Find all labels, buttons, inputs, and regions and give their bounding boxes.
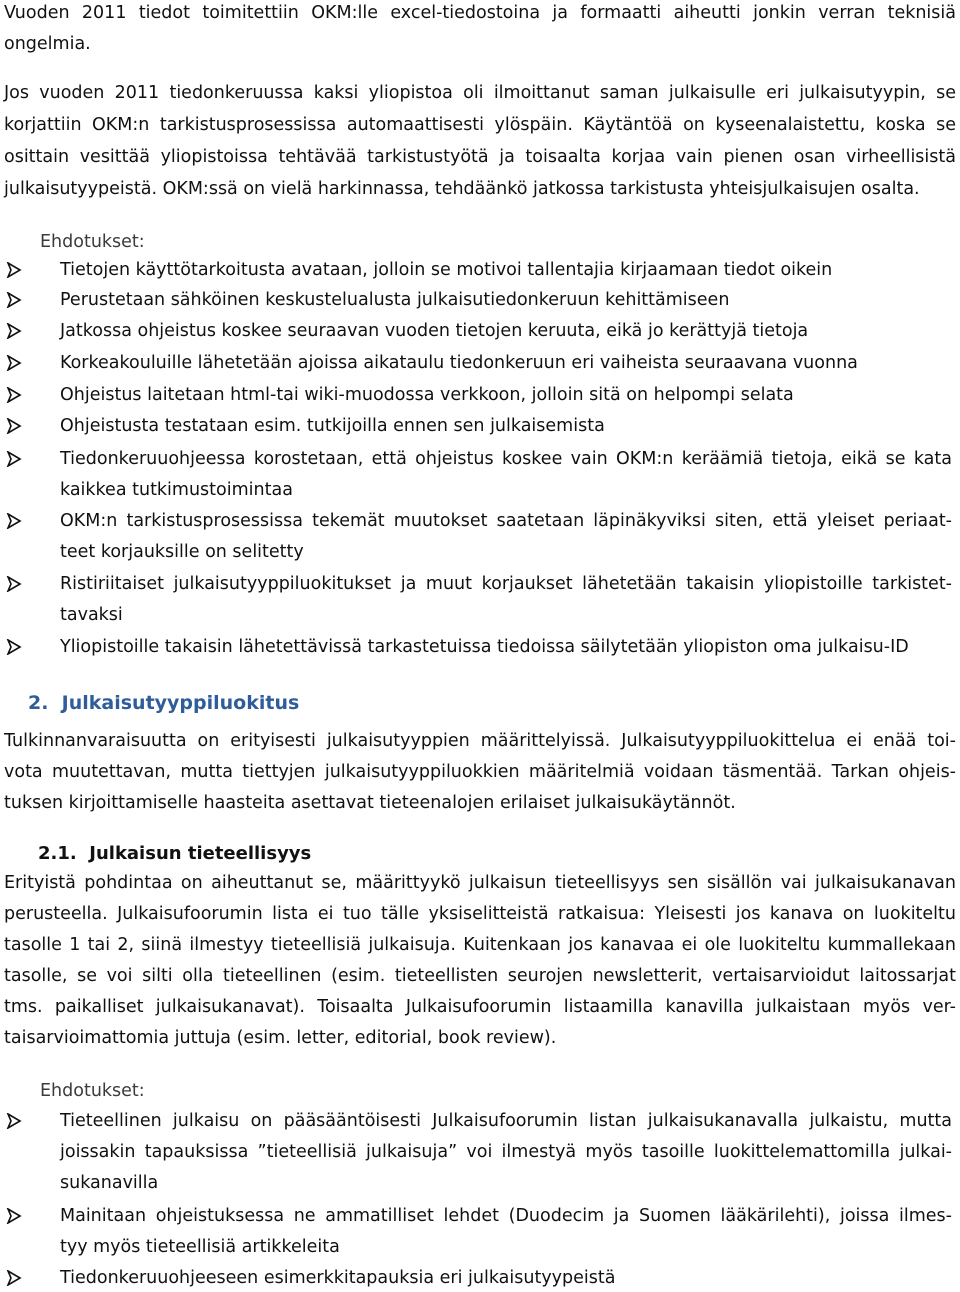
suggestions-label: Ehdotukset: — [40, 232, 145, 252]
list-item-text: Yliopistoille takaisin lähetettävissä tarkastetuissa tiedoissa säilytetään yliopiston oma julkaisu-ID — [60, 637, 909, 657]
arrow-bullet-icon — [6, 1208, 24, 1230]
list-item-text: sukanavilla — [60, 1173, 159, 1193]
list-item-text: kaikkea tutkimustoimintaa — [60, 480, 293, 500]
paragraph-line-text: Tulkinnanvaraisuutta on erityisesti julkaisutyyppien määrittelyissä. Julkaisutyyppiluokittelua ei enää toi- — [4, 731, 956, 751]
arrow-bullet-icon — [6, 576, 24, 598]
paragraph-line-text: tasolle, se voi silti olla tieteellinen (esim. tieteellisten seurojen newsletterit, vertaisarvioidut laitossarjat — [4, 966, 956, 986]
intro-line-2: ongelmia. — [4, 34, 91, 54]
list-item-text: Ohjeistusta testataan esim. tutkijoilla ennen sen julkaisemista — [60, 416, 605, 436]
paragraph-line-text: Erityistä pohdintaa on aiheuttanut se, määrittyykö julkaisun tieteellisyys sen sisällön vai julkaisukanavan — [4, 873, 956, 893]
suggestions-label-2: Ehdotukset: — [40, 1081, 145, 1101]
arrow-bullet-icon — [6, 355, 24, 377]
list-item-text: Tiedonkeruuohjeeseen esimerkkitapauksia eri julkaisutyypeistä — [60, 1268, 616, 1288]
paragraph-line — [4, 761, 956, 783]
paragraph-line-text: tasolle 1 tai 2, siinä ilmestyy tieteellisiä julkaisuja. Kuitenkaan jos kanavaa ei ole luokiteltu kummallekaan — [4, 935, 956, 955]
intro-line-1 — [4, 2, 956, 24]
paragraph-line-text: osittain vesittää yliopistoissa tehtävää tarkistustyötä ja toisaalta korjaa vain pienen osan virheellisistä — [4, 147, 956, 167]
arrow-bullet-icon — [6, 513, 24, 535]
paragraph-line — [4, 82, 956, 104]
list-item-text: tavaksi — [60, 605, 123, 625]
paragraph-line-text: julkaisutyypeistä. OKM:ssä on vielä harkinnassa, tehdäänkö jatkossa tarkistusta yhteisjulkaisujen osalta. — [4, 179, 920, 199]
arrow-bullet-icon — [6, 1113, 24, 1135]
paragraph-line-text: taisarvioimattomia juttuja (esim. letter, editorial, book review). — [4, 1028, 557, 1048]
paragraph-line-text: tuksen kirjoittamiselle haasteita asettavat tieteenalojen erilaiset julkaisukäytännöt. — [4, 793, 736, 813]
paragraph-line — [4, 872, 956, 894]
paragraph-line-text: korjattiin OKM:n tarkistusprosessissa automaattisesti ylöspäin. Käytäntöä on kyseenalaistettu, koska se — [4, 115, 956, 135]
arrow-bullet-icon — [6, 387, 24, 409]
paragraph-line — [4, 965, 956, 987]
arrow-bullet-icon — [6, 1270, 24, 1292]
arrow-bullet-icon — [6, 451, 24, 473]
list-item-text: joissakin tapauksissa ”tieteellisiä julkaisuja” voi ilmestyä myös tasoille luokittelemattomilla julkai- — [60, 1142, 952, 1162]
paragraph-line — [4, 146, 956, 168]
list-item-text: OKM:n tarkistusprosessissa tekemät muutokset saatetaan läpinäkyviksi siten, että yleiset periaat- — [60, 511, 952, 531]
paragraph-line — [4, 996, 956, 1018]
list-item-text: tyy myös tieteellisiä artikkeleita — [60, 1237, 340, 1257]
paragraph-line — [4, 934, 956, 956]
paragraph-line — [4, 114, 956, 136]
list-item-text: Tiedonkeruuohjeessa korostetaan, että ohjeistus koskee vain OKM:n keräämiä tietoja, eikä se kata — [60, 449, 952, 469]
list-item-text: teet korjauksille on selitetty — [60, 542, 304, 562]
list-item-text: Tieteellinen julkaisu on pääsääntöisesti Julkaisufoorumin listan julkaisukanavalla julkaistu, mutta — [60, 1111, 952, 1131]
paragraph-line — [4, 1027, 956, 1049]
subsection-heading: 2.1. Julkaisun tieteellisyys — [38, 843, 312, 864]
paragraph-line — [4, 903, 956, 925]
arrow-bullet-icon — [6, 323, 24, 345]
arrow-bullet-icon — [6, 292, 24, 314]
list-item-text: Ristiriitaiset julkaisutyyppiluokitukset ja muut korjaukset lähetetään takaisin yliopistoille tarkistet- — [60, 574, 952, 594]
list-item-text: Tietojen käyttötarkoitusta avataan, jolloin se motivoi tallentajia kirjaamaan tiedot oikein — [60, 260, 833, 280]
arrow-bullet-icon — [6, 639, 24, 661]
paragraph-line — [4, 178, 956, 200]
arrow-bullet-icon — [6, 418, 24, 440]
paragraph-line-text: perusteella. Julkaisufoorumin lista ei tuo tälle yksiselitteistä ratkaisua: Yleisesti jos kanava on luokiteltu — [4, 904, 956, 924]
list-item-text: Ohjeistus laitetaan html-tai wiki-muodossa verkkoon, jolloin sitä on helpompi selata — [60, 385, 794, 405]
paragraph-line-text: vota muutettavan, mutta tiettyjen julkaisutyyppiluokkien määritelmiä voidaan täsmentää. Tarkan ohjeis- — [4, 762, 956, 782]
paragraph-line — [4, 792, 956, 814]
paragraph-line — [4, 730, 956, 752]
paragraph-line-text: tms. paikalliset julkaisukanavat). Toisaalta Julkaisufoorumin listaamilla kanavilla julkaistaan myös ver- — [4, 997, 956, 1017]
section-heading: 2. Julkaisutyyppiluokitus — [28, 692, 300, 714]
list-item-text: Korkeakouluille lähetetään ajoissa aikataulu tiedonkeruun eri vaiheista seuraavana vuonna — [60, 353, 858, 373]
list-item-text: Jatkossa ohjeistus koskee seuraavan vuoden tietojen keruuta, eikä jo kerättyjä tietoja — [60, 321, 809, 341]
paragraph-line-text: Jos vuoden 2011 tiedonkeruussa kaksi yliopistoa oli ilmoittanut saman julkaisulle eri julkaisutyypin, se — [4, 83, 956, 103]
list-item-text: Mainitaan ohjeistuksessa ne ammatilliset lehdet (Duodecim ja Suomen lääkärilehti), joissa ilmes- — [60, 1206, 952, 1226]
arrow-bullet-icon — [6, 262, 24, 284]
intro-line-1-text: Vuoden 2011 tiedot toimitettiin OKM:lle excel-tiedostoina ja formaatti aiheutti jonkin verran teknisiä — [4, 3, 956, 23]
list-item-text: Perustetaan sähköinen keskustelualusta julkaisutiedonkeruun kehittämiseen — [60, 290, 730, 310]
